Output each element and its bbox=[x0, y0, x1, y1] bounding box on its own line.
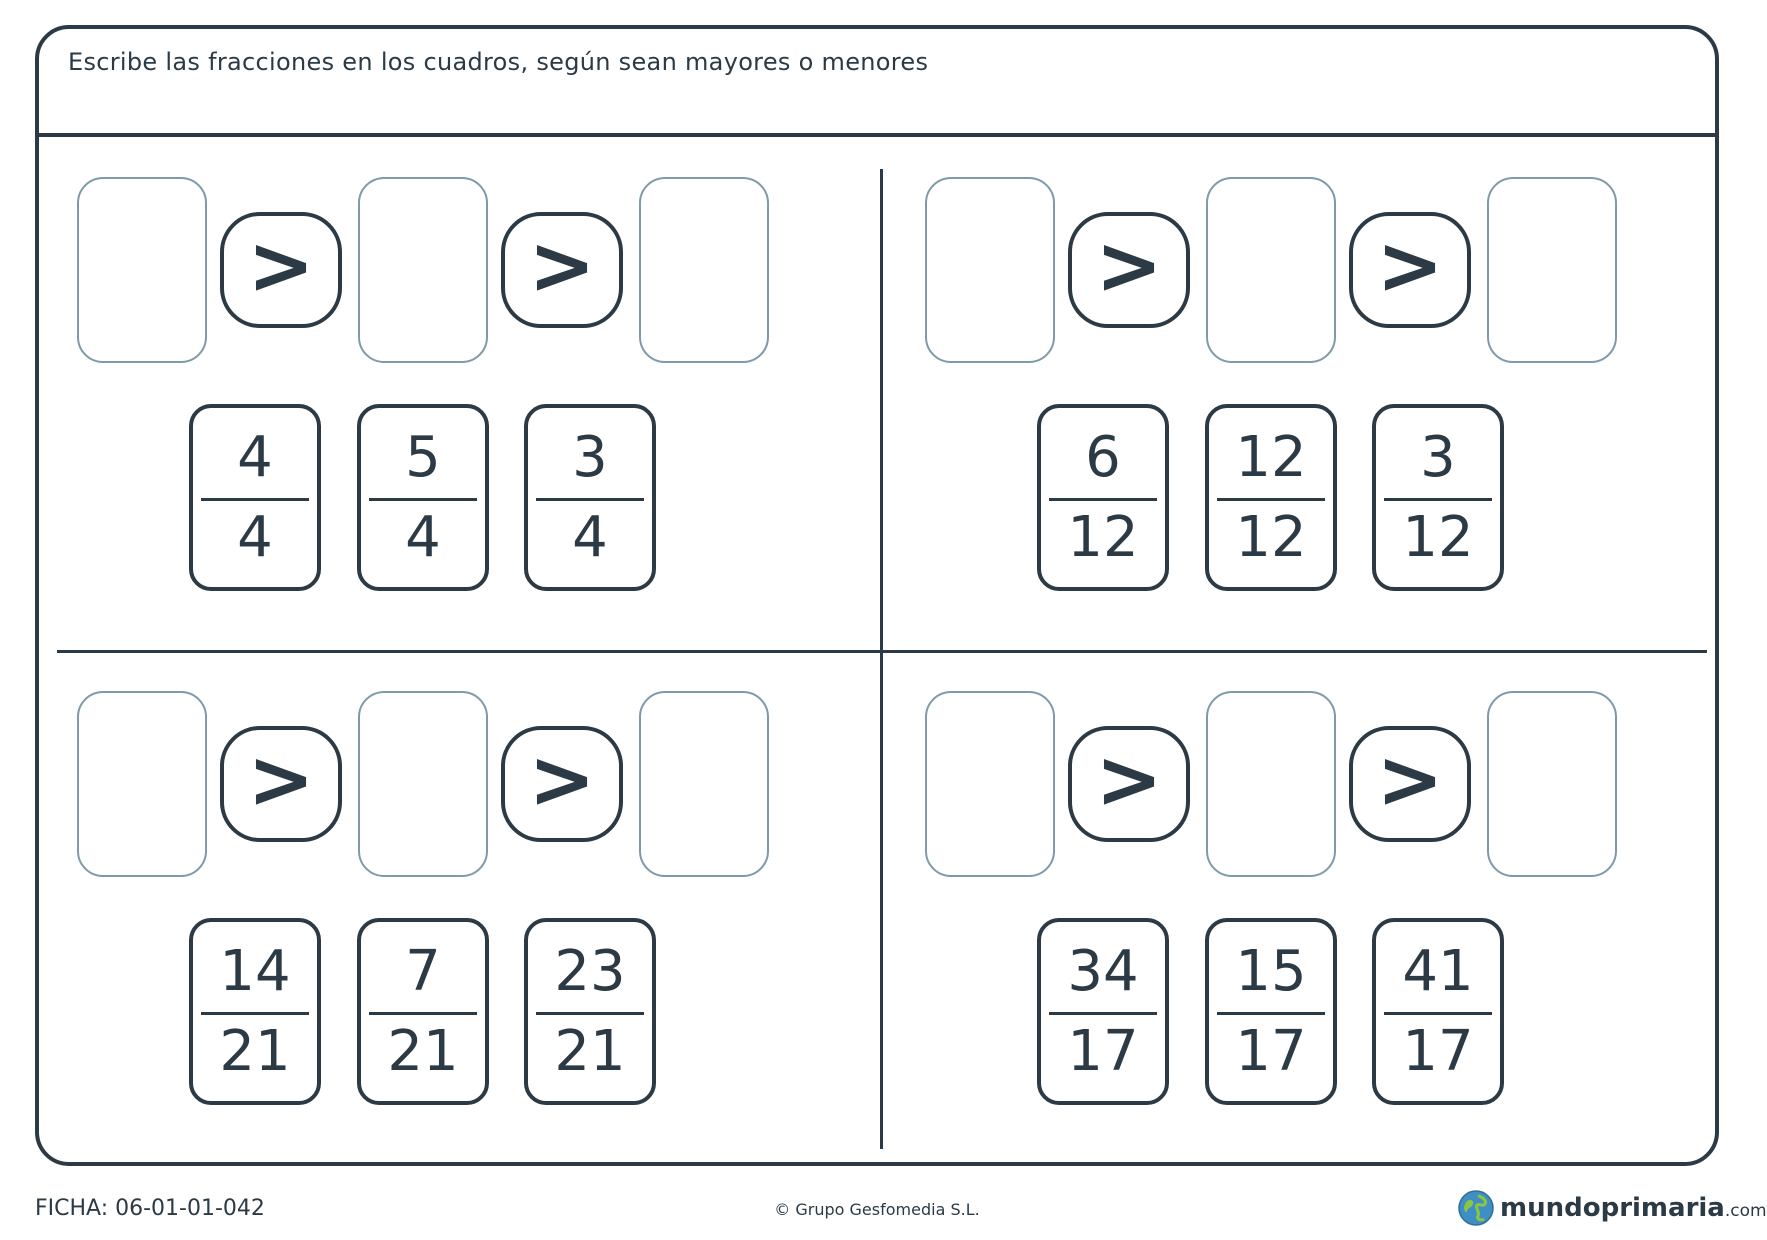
denominator: 17 bbox=[1067, 1019, 1139, 1084]
fraction-card[interactable] bbox=[524, 404, 656, 591]
greater-than-sign: > bbox=[1349, 726, 1471, 842]
greater-than-sign: > bbox=[501, 726, 623, 842]
fraction-bar bbox=[536, 1012, 644, 1015]
numerator: 34 bbox=[1067, 939, 1139, 1004]
fraction-bar bbox=[1049, 498, 1157, 501]
denominator: 4 bbox=[405, 505, 441, 570]
ficha-code: FICHA: 06-01-01-042 bbox=[35, 1196, 265, 1221]
answer-box-3[interactable] bbox=[1487, 691, 1617, 877]
denominator: 17 bbox=[1402, 1019, 1474, 1084]
globe-icon bbox=[1458, 1190, 1494, 1226]
fraction-card[interactable] bbox=[1037, 918, 1169, 1105]
denominator: 17 bbox=[1235, 1019, 1307, 1084]
exercise-2 bbox=[925, 177, 1685, 637]
answer-box-2[interactable] bbox=[358, 177, 488, 363]
answer-box-1[interactable] bbox=[925, 691, 1055, 877]
fraction-bar bbox=[536, 498, 644, 501]
worksheet-frame bbox=[35, 25, 1719, 1166]
vertical-divider bbox=[880, 169, 883, 1149]
fraction-bar bbox=[1384, 498, 1492, 501]
fraction-bar bbox=[201, 1012, 309, 1015]
fraction-card[interactable] bbox=[1205, 404, 1337, 591]
exercise-1 bbox=[77, 177, 837, 637]
fraction-card[interactable] bbox=[1372, 404, 1504, 591]
numerator: 7 bbox=[405, 939, 441, 1004]
greater-than-sign: > bbox=[501, 212, 623, 328]
numerator: 3 bbox=[572, 425, 608, 490]
answer-box-1[interactable] bbox=[925, 177, 1055, 363]
fraction-card[interactable] bbox=[1205, 918, 1337, 1105]
fraction-card[interactable] bbox=[357, 918, 489, 1105]
answer-box-1[interactable] bbox=[77, 177, 207, 363]
exercise-4 bbox=[925, 691, 1685, 1151]
denominator: 12 bbox=[1402, 505, 1474, 570]
greater-than-sign: > bbox=[1068, 726, 1190, 842]
denominator: 21 bbox=[219, 1019, 291, 1084]
fraction-card[interactable] bbox=[1372, 918, 1504, 1105]
greater-than-sign: > bbox=[220, 212, 342, 328]
fraction-card[interactable] bbox=[1037, 404, 1169, 591]
fraction-card[interactable] bbox=[189, 404, 321, 591]
fraction-card[interactable] bbox=[357, 404, 489, 591]
greater-than-sign: > bbox=[1068, 212, 1190, 328]
horizontal-divider bbox=[57, 650, 1707, 653]
numerator: 14 bbox=[219, 939, 291, 1004]
fraction-bar bbox=[1217, 498, 1325, 501]
answer-box-3[interactable] bbox=[1487, 177, 1617, 363]
answer-box-2[interactable] bbox=[1206, 691, 1336, 877]
numerator: 41 bbox=[1402, 939, 1474, 1004]
numerator: 4 bbox=[237, 425, 273, 490]
instruction-text: Escribe las fracciones en los cuadros, según sean mayores o menores bbox=[68, 48, 929, 76]
answer-box-2[interactable] bbox=[1206, 177, 1336, 363]
fraction-bar bbox=[369, 498, 477, 501]
fraction-bar bbox=[201, 498, 309, 501]
copyright-text: © Grupo Gesfomedia S.L. bbox=[774, 1200, 980, 1219]
denominator: 12 bbox=[1067, 505, 1139, 570]
denominator: 21 bbox=[387, 1019, 459, 1084]
fraction-card[interactable] bbox=[189, 918, 321, 1105]
denominator: 21 bbox=[554, 1019, 626, 1084]
greater-than-sign: > bbox=[1349, 212, 1471, 328]
brand-logo[interactable] bbox=[1458, 1190, 1767, 1226]
exercise-3 bbox=[77, 691, 837, 1151]
greater-than-sign: > bbox=[220, 726, 342, 842]
numerator: 6 bbox=[1085, 425, 1121, 490]
numerator: 15 bbox=[1235, 939, 1307, 1004]
answer-box-3[interactable] bbox=[639, 177, 769, 363]
brand-name: mundoprimaria.com bbox=[1500, 1193, 1767, 1223]
fraction-bar bbox=[1384, 1012, 1492, 1015]
fraction-bar bbox=[1217, 1012, 1325, 1015]
header-divider bbox=[39, 133, 1715, 137]
denominator: 12 bbox=[1235, 505, 1307, 570]
numerator: 5 bbox=[405, 425, 441, 490]
denominator: 4 bbox=[572, 505, 608, 570]
fraction-bar bbox=[1049, 1012, 1157, 1015]
answer-box-3[interactable] bbox=[639, 691, 769, 877]
brand-suffix: .com bbox=[1724, 1201, 1767, 1221]
fraction-bar bbox=[369, 1012, 477, 1015]
numerator: 23 bbox=[554, 939, 626, 1004]
numerator: 3 bbox=[1420, 425, 1456, 490]
numerator: 12 bbox=[1235, 425, 1307, 490]
fraction-card[interactable] bbox=[524, 918, 656, 1105]
answer-box-1[interactable] bbox=[77, 691, 207, 877]
answer-box-2[interactable] bbox=[358, 691, 488, 877]
denominator: 4 bbox=[237, 505, 273, 570]
